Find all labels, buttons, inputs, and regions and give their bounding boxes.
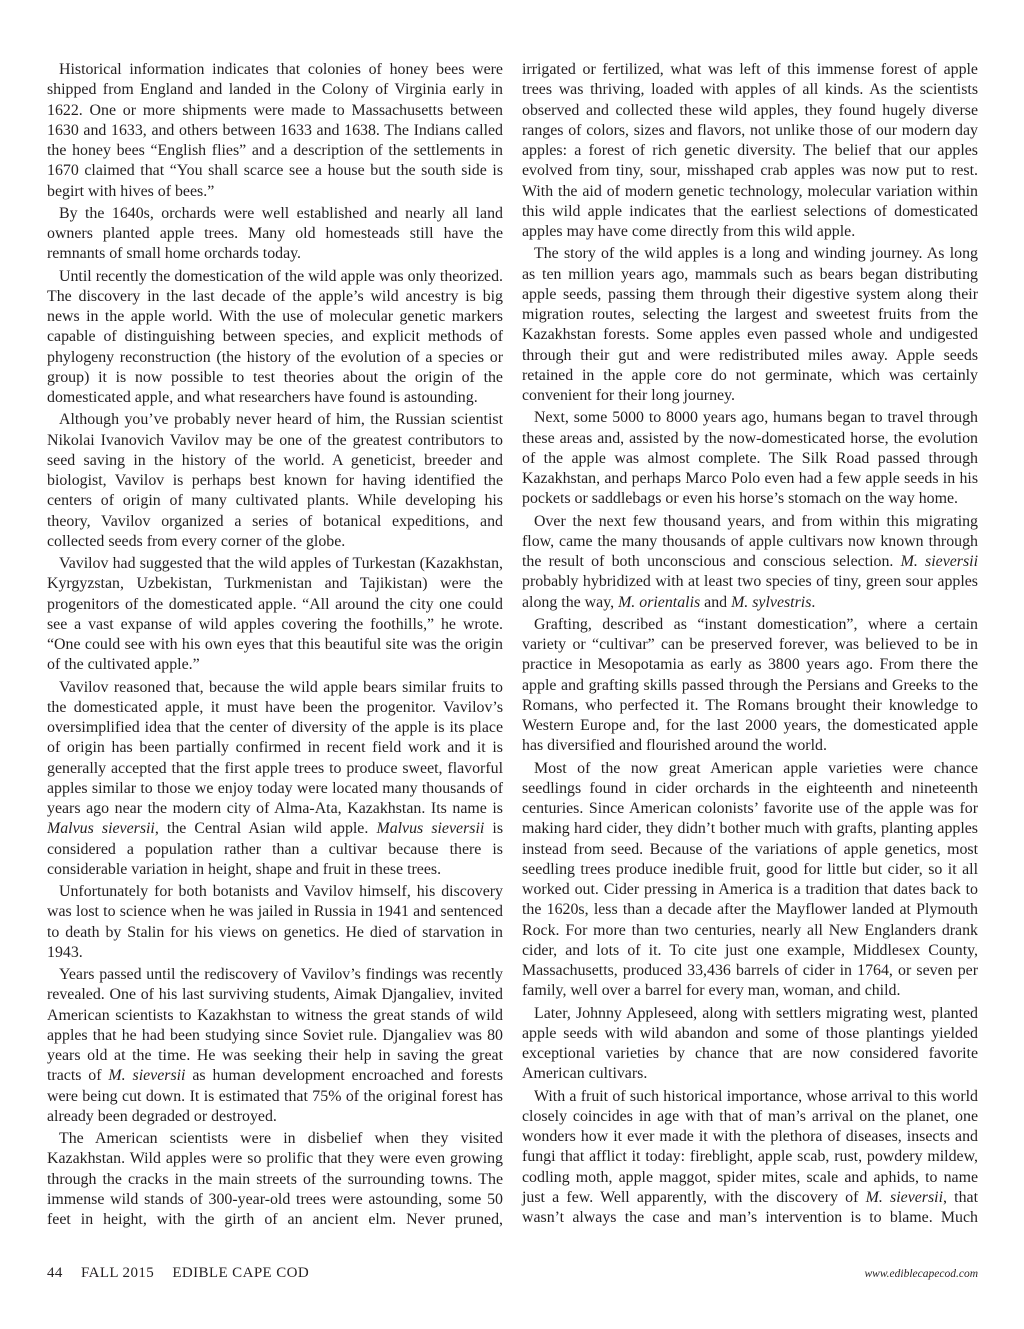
article-paragraph [47,965,503,1127]
article-paragraph [522,1004,978,1085]
issue-label: FALL 2015 [80,1265,155,1281]
article-paragraph [522,615,978,757]
paragraph-text: probably hybridized with at least two species of tiny, green sour apples along the way, [522,573,978,611]
article-paragraph [522,60,978,242]
paragraph-text: The American scientists were in disbelief when they visited Kazakhstan. Wild apples were so prolific that they were even growing through the cracks in the main streets of the surrounding towns. The immense wild stands of 300-year-old trees were astounding, some 50 feet in height, with the girth of an ancient elm. Never pruned, [47,1130,503,1228]
paragraph-text: Later, Johnny Appleseed, along with settlers migrating west, planted apple seeds with wild abandon and some of those plantings yielded exceptional varieties by chance that are now considered favorite American cultivars. [522,1004,978,1083]
paragraph-text: as human development encroached and forests were being cut down. It is estimated that 75% of the original forest has already been degraded or destroyed. [47,1067,503,1125]
species-name: M. sieversii [900,553,978,570]
species-name: Malvus sieversii [376,820,485,838]
article-paragraph [47,1129,503,1230]
publication-name: EDIBLE CAPE COD [172,1265,310,1281]
paragraph-text: Grafting, described as “instant domestication”, where a certain variety or “cultivar” can be preserved forever, was believed to be in practice in Mesopotamia as early as 3800 years ago. From there the apple and grafting skills passed through the Persians and Greeks to the Romans, who perfected it. The Romans brought their knowledge to Western Europe and, for the last 2000 years, the domesticated apple has diversified and flourished around the world. [522,615,978,755]
species-name: M. sieversii [865,1188,943,1206]
page-footer [47,1265,978,1287]
paragraph-text: Next, some 5000 to 8000 years ago, humans began to travel through these areas and, assisted by the now-domesticated horse, the evolution of the apple was almost complete. The Silk Road passed through Kazakhstan, and perhaps Marco Polo even had a few apple seeds in his pockets or saddlebags or even his horse’s stomach on the way home. [522,409,978,508]
article-paragraph [47,60,503,202]
paragraph-text: Years passed until the rediscovery of Vavilov’s findings was recently revealed. One of his last surviving students, Aimak Djangaliev, invited American scientists to Kazakhstan to witness the great stands of wild apples that he had been studying since Soviet rule. Djangaliev was 80 years old at the time. He was seeking their help in saving the great tracts of [47,966,503,1085]
left-text-column [47,60,503,1232]
paragraph-text: Vavilov reasoned that, because the wild apple bears similar fruits to the domesticated apple, it must have been the progenitor. Vavilov’s oversimplified idea that the center of diversity of the apple is its place of origin has been partially confirmed in recent field work and it is generally accepted that the first apple trees to produce sweet, flavorful apples similar to those we enjoy today were located many thousands of years ago near the modern city of Alma-Ata, Kazakhstan. Its name is [47,678,503,817]
website-url: www.ediblecapecod.com [864,1268,978,1280]
article-paragraph [522,408,978,509]
article-paragraph [47,882,503,963]
article-paragraph [47,678,503,881]
article-paragraph [522,244,978,406]
species-name: M. sylvestris [731,593,812,611]
paragraph-text: Historical information indicates that colonies of honey bees were shipped from England and landed in the Colony of Virginia early in 1622. One or more shipments were made to Massachusetts between 1630 and 1633, and others between 1633 and 1638. The Indians called the honey bees “English flies” and a description of the settlements in 1670 claimed that “You shall scarce see a house but the south side is begirt with hives of bees.” [47,61,503,200]
article-paragraph [47,267,503,409]
paragraph-text: Most of the now great American apple varieties were chance seedlings found in cider orchards in the eighteenth and nineteenth centuries. Since American colonists’ favorite use of the apple was for making hard cider, they didn’t bother much with grafts, planting apples instead from seed. Because of the variations of apple genetics, most seedling trees produce inedible fruit, good for little but cider, so it all worked out. Cider pressing in America is a tradition that dates back to the 1620s, less than a decade after the Mayflower landed at Plymouth Rock. For more than two centuries, nearly all New Englanders drank cider, and lots of it. To cite just one example, Middlesex County, Massachusetts, produced 33,436 barrels of cider in 1764, or seven per family, well over a barrel for every man, woman, and child. [522,759,978,1000]
paragraph-text: , the Central Asian wild apple. [154,820,377,838]
paragraph-text: The story of the wild apples is a long and winding journey. As long as ten million years ago, mammals such as bears began distributing apple seeds, passing them through their digestive system along their migration routes, selecting the largest and sweetest fruits from the Kazakhstan forests. Some apples even passed whole and undigested through their gut and were redistributed miles away. Apple seeds retained in the apple core do not germinate, which was certainly convenient for their long journey. [522,245,978,404]
paragraph-text: Over the next few thousand years, and from within this migrating flow, came the many thousands of apple cultivars now known through the result of both unconscious and conscious selection. [522,512,978,570]
article-paragraph [522,1087,978,1229]
paragraph-text: By the 1640s, orchards were well established and nearly all land owners planted apple trees. Many old homesteads still have the remnants of small home orchards today. [47,204,503,263]
article-paragraph [47,554,503,676]
species-name: M. orientalis [618,593,701,611]
article-paragraph [47,204,503,265]
paragraph-text: , that wasn’t always the case and man’s intervention is to blame. Much [522,1188,979,1226]
paragraph-text: Vavilov had suggested that the wild apples of Turkestan (Kazakhstan, Kyrgyzstan, Uzbekistan, Turkmenistan and Tajikistan) were the progenitors of the domesticated apple. “All around the city one could see a vast expanse of wild apples covering the foothills,” he wrote. “One could see with his own eyes that this beautiful site was the origin of the cultivated apple.” [47,555,503,674]
paragraph-text: is considered a population rather than a cultivar because there is considerable variation in height, shape and fruit in these trees. [47,820,503,878]
paragraph-text: irrigated or fertilized, what was left of this immense forest of apple trees was thriving, loaded with apples of all kinds. As the scientists observed and collected these wild apples, they found hugely diverse ranges of colors, sizes and flavors, not unlike those of our modern day apples: a forest of rich genetic diversity. The belief that our apples evolved from tiny, sour, misshaped crab apples was now put to rest. With the aid of modern genetic technology, molecular variation within this wild apple indicates that the earliest selections of domesticated apples may have come directly from this wild apple. [522,61,978,240]
paragraph-text: . [811,593,816,611]
article-paragraph [47,410,503,552]
page-number: 44 [47,1265,63,1281]
article-paragraph [522,759,978,1002]
species-name: Malvus sieversii [47,820,155,838]
footer-left [47,1265,323,1282]
paragraph-text: With a fruit of such historical importance, whose arrival to this world closely coincides in age with that of man’s arrival on the planet, one wonders how it ever made it with the plethora of diseases, insects and fungi that afflict it today: fireblight, apple scab, rust, powdery mildew, codling moth, apple maggot, spider mites, scale and aphids, to name just a few. Well apparently, with the discovery of [522,1087,978,1206]
species-name: M. sieversii [108,1067,186,1085]
paragraph-text: and [700,593,732,611]
article-paragraph [522,512,978,613]
right-text-column [522,60,978,1230]
paragraph-text: Unfortunately for both botanists and Vavilov himself, his discovery was lost to science when he was jailed in Russia in 1941 and sentenced to death by Stalin for his views on genetics. He died of starvation in 1943. [47,883,503,961]
paragraph-text: Although you’ve probably never heard of him, the Russian scientist Nikolai Ivanovich Vavilov may be one of the greatest contributors to seed saving in the history of the world. A geneticist, breeder and biologist, Vavilov is perhaps best known for having identified the centers of origin of many cultivated plants. While developing his theory, Vavilov organized a series of botanical expeditions, and collected seeds from every corner of the globe. [47,411,503,550]
paragraph-text: Until recently the domestication of the wild apple was only theorized. The discovery in the last decade of the apple’s wild ancestry is big news in the apple world. With the use of molecular genetic markers capable of distinguishing between species, and explicit methods of phylogeny reconstruction (the history of the evolution of a species or group) it is now possible to test theories about the origin of the domesticated apple, and what researchers have found is astounding. [47,267,503,406]
